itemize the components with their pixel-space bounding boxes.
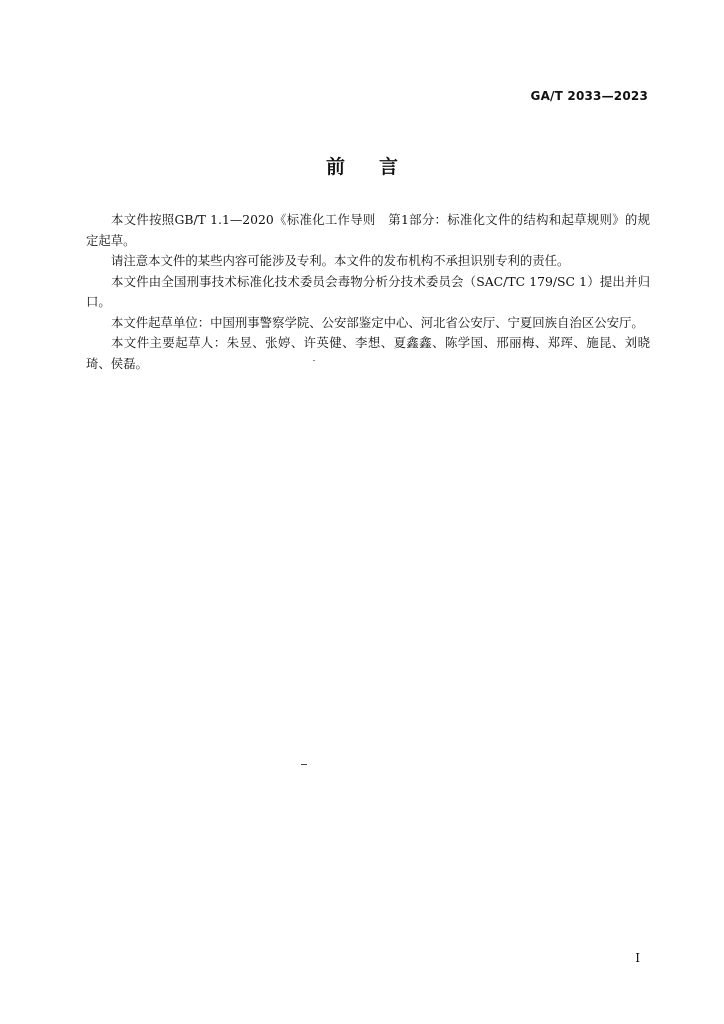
document-code: GA/T 2033—2023	[530, 89, 648, 103]
section-title: 前言	[325, 156, 432, 178]
paragraph-drafting-rules: 本文件按照GB/T 1.1—2020《标准化工作导则 第1部分：标准化文件的结构和起草规则》的规定起草。	[86, 212, 650, 248]
foreword-body	[86, 210, 650, 374]
paragraph-patent-notice: 请注意本文件的某些内容可能涉及专利。本文件的发布机构不承担识别专利的责任。	[111, 253, 570, 268]
paragraph-drafting-units: 本文件起草单位：中国刑事警察学院、公安部鉴定中心、河北省公安厅、宁夏回族自治区公安厅。	[111, 314, 644, 330]
page-number: I	[635, 951, 640, 965]
paragraph-proposer: 本文件由全国刑事技术标准化技术委员会毒物分析分技术委员会（SAC/TC 179/SC 1）提出并归口。	[86, 273, 650, 309]
scan-dash	[301, 764, 307, 765]
paragraph-drafters: 本文件主要起草人：朱昱、张婷、许英健、李想、夏鑫鑫、陈学国、邢丽梅、郑珲、施昆、刘晓琦、侯磊。	[86, 335, 650, 371]
scan-speck	[313, 360, 315, 361]
